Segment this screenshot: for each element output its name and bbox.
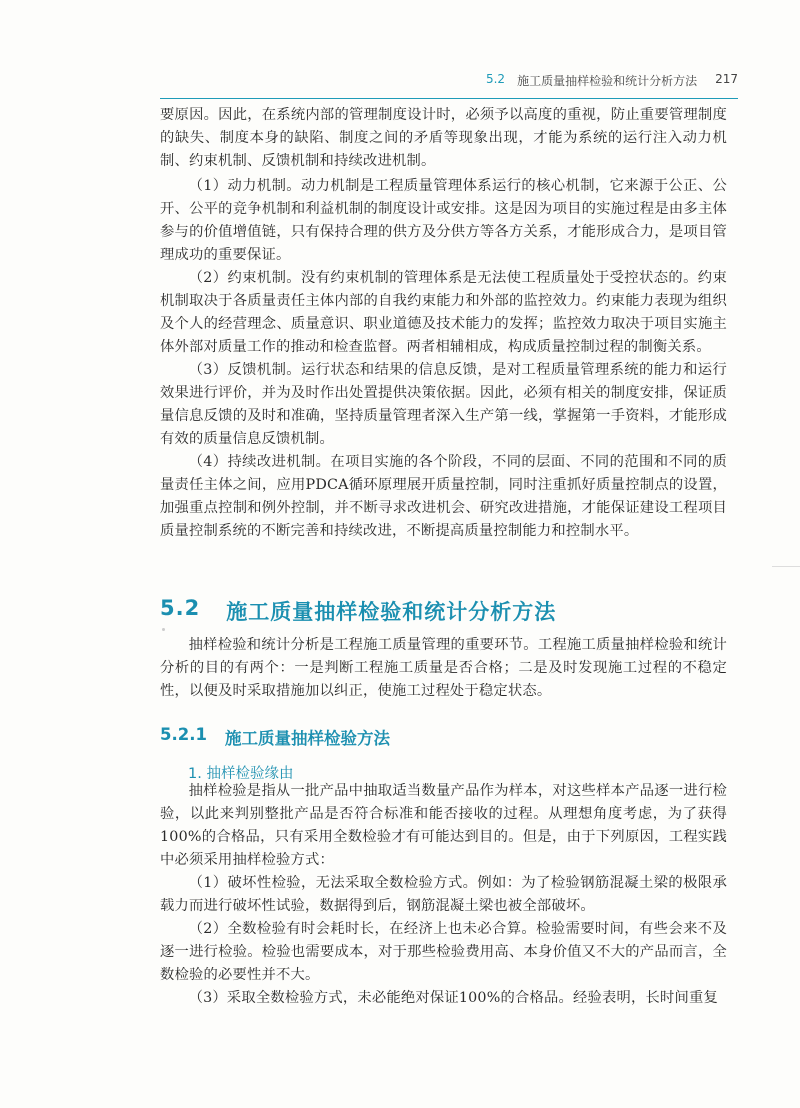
paragraph: 抽样检验和统计分析是工程施工质量管理的重要环节。工程施工质量抽样检验和统计分析的目的有两个：一是判断工程施工质量是否合格；二是及时发现施工过程的不稳定性，以便及时采取措施加以纠正，使施工过程处于稳定状态。: [160, 637, 727, 699]
paragraph: 抽样检验是指从一批产品中抽取适当数量产品作为样本，对这些样本产品逐一进行检验，以此来判别整批产品是否符合标准和能否接收的过程。从理想角度考虑，为了获得100%的合格品，只有采用全数检验才有可能达到目的。但是，由于下列原因，工程实践中必须采用抽样检验方式：: [160, 783, 727, 868]
paragraph: （1）破坏性检验，无法采取全数检验方式。例如：为了检验钢筋混凝土梁的极限承载力而进行破坏性试验，数据得到后，钢筋混凝土梁也被全部破坏。: [160, 875, 727, 914]
subsection-number: 5.2.1: [160, 725, 207, 744]
paragraph: （3）采取全数检验方式，未必能绝对保证100%的合格品。经验表明，长时间重复: [188, 990, 718, 1006]
speck-mark: [162, 628, 165, 631]
subsection-title: 施工质量抽样检验方法: [224, 729, 390, 748]
body-text-bottom: [160, 780, 727, 1010]
section-heading-5-2: [160, 596, 556, 626]
paragraph: （4）持续改进机制。在项目实施的各个阶段，不同的层面、不同的范围和不同的质量责任主体之间，应用PDCA循环原理展开质量控制，同时注重抓好质量控制点的设置，加强重点控制和例外控制，并不断寻求改进机会、研究改进措施，才能保证建设工程项目质量控制系统的不断完善和持续改进，不断提高质量控制能力和控制水平。: [160, 454, 727, 539]
paragraph: 要原因。因此，在系统内部的管理制度设计时，必须予以高度的重视，防止重要管理制度的缺失、制度本身的缺陷、制度之间的矛盾等现象出现，才能为系统的运行注入动力机制、约束机制、反馈机制和持续改进机制。: [160, 107, 727, 169]
header-section-number: 5.2: [485, 72, 506, 86]
paragraph: （2）约束机制。没有约束机制的管理体系是无法使工程质量处于受控状态的。约束机制取决于各质量责任主体内部的自我约束能力和外部的监控效力。约束能力表现为组织及个人的经营理念、质量意识、职业道德及技术能力的发挥；监控效力取决于项目实施主体外部对质量工作的推动和检查监督。两者相辅相成，构成质量控制过程的制衡关系。: [160, 270, 727, 355]
header-section-title: 施工质量抽样检验和统计分析方法: [517, 74, 698, 88]
paragraph: （1）动力机制。动力机制是工程质量管理体系运行的核心机制，它来源于公正、公开、公平的竞争机制和利益机制的制度设计或安排。这是因为项目的实施过程是由多主体参与的价值增值链，只有保持合理的供方及分供方等各方关系，才能形成合力，是项目管理成功的重要保证。: [160, 178, 727, 263]
margin-mark: [772, 566, 800, 567]
section-title: 施工质量抽样检验和统计分析方法: [226, 600, 557, 624]
running-header: [160, 72, 738, 99]
paragraph: （2）全数检验有时会耗时长，在经济上也未必合算。检验需要时间，有些会来不及逐一进行检验。检验也需要成本，对于那些检验费用高、本身价值又不大的产品而言，全数检验的必要性并不大。: [160, 921, 727, 983]
paragraph: （3）反馈机制。运行状态和结果的信息反馈，是对工程质量管理系统的能力和运行效果进行评价，并为及时作出处置提供决策依据。因此，必须有相关的制度安排，保证质量信息反馈的及时和准确，坚持质量管理者深入生产第一线，掌握第一手资料，才能形成有效的质量信息反馈机制。: [160, 362, 727, 447]
minor-heading: 1. 抽样检验缘由: [188, 766, 294, 782]
subsection-heading-5-2-1: [160, 725, 390, 749]
section-intro: [160, 634, 727, 703]
body-text-top: [160, 104, 727, 543]
page-number: 217: [715, 72, 738, 86]
section-number: 5.2: [160, 596, 201, 620]
